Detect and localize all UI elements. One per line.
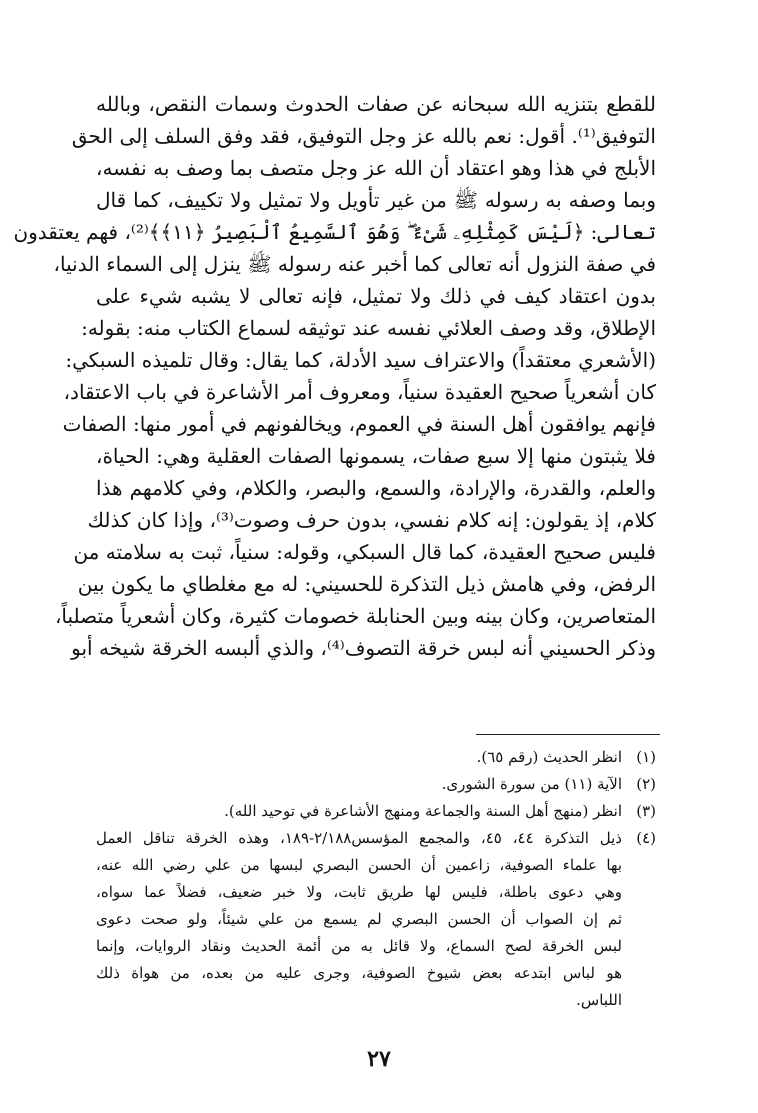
text-line: الرفض، وفي هامش ذيل التذكرة للحسيني: له مع مغلطاي ما يكون بين — [77, 572, 656, 596]
text-line: تعالى: ﴿لَيْسَ كَمِثْلِهِۦ شَىْءٌ ۖ وَهُوَ ٱلسَّمِيعُ ٱلْبَصِيرُ ﴿١١﴾﴾⁽²⁾، فهم يعتقدون — [13, 220, 656, 244]
footnote-text: انظر (منهج أهل السنة والجماعة ومنهج الأشاعرة في توحيد الله). — [224, 802, 622, 820]
footnote-number: (٣) — [636, 802, 656, 820]
footnote-4 — [96, 825, 656, 1014]
text-line: المتعاصرين، وكان بينه وبين الحنابلة خصومات كثيرة، وكان أشعرياً متصلباً، — [54, 604, 656, 628]
footnote-text: ثم إن الصواب أن الحسن البصري لم يسمع من علي شيئاً، ولو صحت دعوى — [96, 910, 622, 928]
footnote-text: هو لباس ابتدعه بعض شيوخ الصوفية، وجرى عليه من بعده، من هواة ذلك — [96, 964, 622, 982]
text-line: وبما وصفه به رسوله ﷺ من غير تأويل ولا تمثيل ولا تكييف، كما قال — [96, 188, 656, 212]
footnote-text: الآية (١١) من سورة الشورى. — [441, 775, 622, 793]
footnote-number: (١) — [636, 748, 656, 766]
text-line: فإنهم يوافقون أهل السنة في العموم، ويخالفونهم في أمور منها: الصفات — [62, 412, 656, 436]
footnote-number: (٤) — [636, 829, 656, 847]
text-line: كان أشعرياً صحيح العقيدة سنياً، ومعروف أمر الأشاعرة في باب الاعتقاد، — [63, 380, 656, 404]
footnote-2 — [96, 771, 656, 798]
footnote-text: وهي دعوى باطلة، فليس لها طريق ثابت، ولا خبر ضعيف، فضلاً عما سواه، — [96, 883, 622, 901]
text-line: التوفيق⁽¹⁾. أقول: نعم بالله عز وجل التوفيق، فقد وفق السلف إلى الحق — [71, 124, 656, 148]
text-line: للقطع بتنزيه الله سبحانه عن صفات الحدوث وسمات النقص، وبالله — [96, 92, 656, 116]
page-number: ٢٧ — [367, 1046, 391, 1072]
footnote-text: بها علماء الصوفية، زاعمين أن الحسن البصري لبسها من علي رضي الله عنه، — [96, 856, 622, 874]
main-text — [13, 88, 656, 664]
footnote-number: (٢) — [636, 775, 656, 793]
footnote-text: ذيل التذكرة ٤٤، ٤٥، والمجمع المؤسس٢/١٨٨-١٨٩، وهذه الخرقة تناقل العمل — [96, 829, 622, 847]
footnote-text: اللباس. — [576, 991, 622, 1009]
text-line: والعلم، والقدرة، والإرادة، والسمع، والبصر، والكلام، وفي كلامهم هذا — [96, 476, 656, 500]
footnotes — [96, 744, 656, 1014]
text-line: وذكر الحسيني أنه لبس خرقة التصوف⁽⁴⁾، والذي ألبسه الخرقة شيخه أبو — [71, 636, 656, 660]
text-line: فلا يثبتون منها إلا سبع صفات، يسمونها الصفات العقلية وهي: الحياة، — [96, 444, 656, 468]
text-line: في صفة النزول أنه تعالى كما أخبر عنه رسوله ﷺ ينزل إلى السماء الدنيا، — [53, 252, 656, 276]
footnote-1 — [96, 744, 656, 771]
text-line: فليس صحيح العقيدة، كما قال السبكي، وقوله: سنياً، ثبت به سلامته من — [73, 540, 656, 564]
footnote-text: لبس الخرقة لصح السماع، ولا قائل به من أئمة الحديث ونقاد الروايات، وإنما — [96, 937, 622, 955]
footnote-divider — [476, 734, 660, 735]
footnote-text: انظر الحديث (رقم ٦٥). — [476, 748, 622, 766]
text-line: الأبلج في هذا وهو اعتقاد أن الله عز وجل متصف بما وصف به نفسه، — [96, 156, 656, 180]
text-line: بدون اعتقاد كيف في ذلك ولا تمثيل، فإنه تعالى لا يشبه شيء على — [96, 284, 656, 308]
footnote-3 — [96, 798, 656, 825]
text-line: كلام، إذ يقولون: إنه كلام نفسي، بدون حرف وصوت⁽³⁾، وإذا كان كذلك — [87, 508, 656, 532]
text-line: الإطلاق، وقد وصف العلائي نفسه عند توثيقه لسماع الكتاب منه: بقوله: — [81, 316, 656, 340]
text-line: (الأشعري معتقداً) والاعتراف سيد الأدلة، كما يقال: وقال تلميذه السبكي: — [65, 348, 656, 372]
